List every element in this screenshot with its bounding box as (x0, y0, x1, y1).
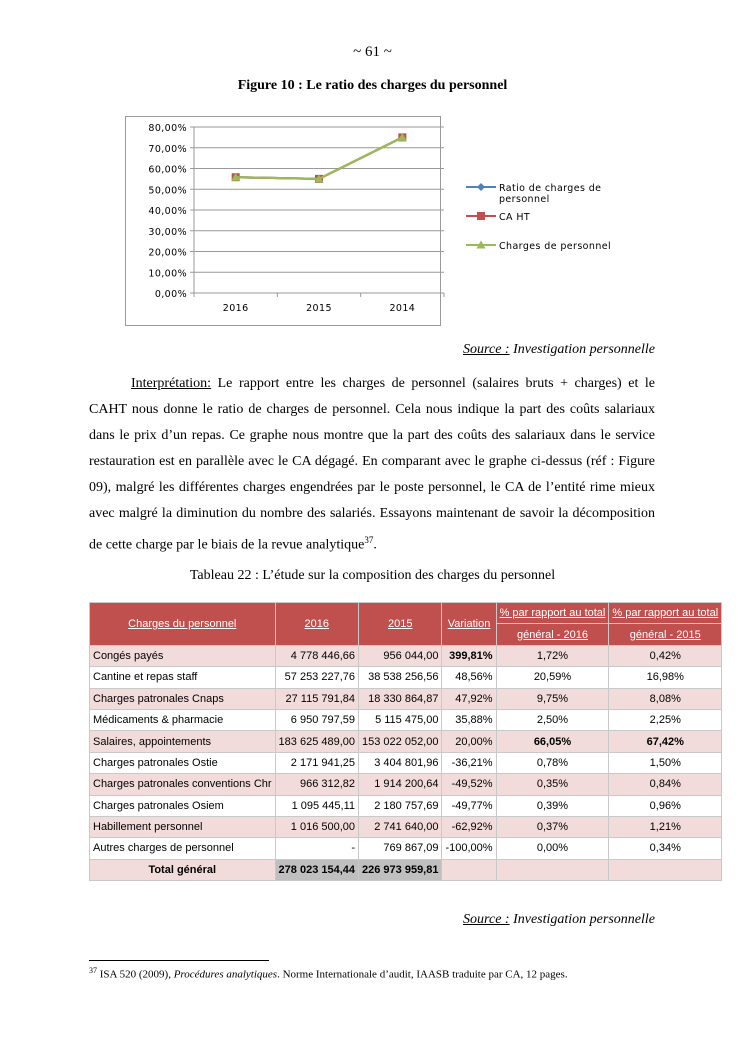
header-2015: 2015 (359, 603, 442, 646)
header-variation-text: Variation (447, 617, 491, 630)
table-row (90, 667, 722, 688)
legend-marker (477, 183, 485, 191)
row-2015: 18 330 864,87 (359, 688, 442, 709)
row-pct-2015: 1,50% (609, 752, 722, 773)
footnote-rule (89, 960, 269, 961)
row-pct-2015: 1,21% (609, 816, 722, 837)
y-tick-label: 80,00% (148, 123, 187, 134)
footnote (89, 966, 689, 981)
row-2016: 6 950 797,59 (275, 709, 358, 730)
paragraph-end: . (373, 537, 377, 553)
row-pct-2016: 66,05% (496, 731, 609, 752)
row-2015: 2 180 757,69 (359, 795, 442, 816)
row-2016: 183 625 489,00 (275, 731, 358, 752)
legend-label: personnel (499, 194, 550, 205)
row-variation: -100,00% (442, 838, 496, 859)
source-label: Source : (463, 912, 510, 927)
row-pct-2015: 67,42% (609, 731, 722, 752)
row-variation: 399,81% (442, 645, 496, 666)
row-pct-2015: 0,34% (609, 838, 722, 859)
series-line (236, 137, 403, 179)
row-label: Charges patronales Cnaps (90, 688, 276, 709)
y-tick-label: 60,00% (148, 164, 187, 176)
row-pct-2016: 2,50% (496, 709, 609, 730)
footnote-number: 37 (89, 966, 97, 975)
table-row (90, 688, 722, 709)
header-variation (442, 603, 496, 646)
x-tick-label: 2014 (389, 303, 416, 314)
interpretation-paragraph (89, 371, 655, 559)
figure-title: Figure 10 : Le ratio des charges du personnel (237, 78, 508, 93)
y-tick-label: 30,00% (148, 226, 187, 238)
header-2016: 2016 (275, 603, 358, 646)
interpretation-label: Interprétation: (131, 376, 212, 391)
chart-svg (126, 117, 612, 325)
row-variation: -62,92% (442, 816, 496, 837)
row-2016: 966 312,82 (275, 774, 358, 795)
y-tick-label: 10,00% (148, 268, 187, 280)
row-pct-2016: 0,00% (496, 838, 609, 859)
source-text: Investigation personnelle (509, 912, 655, 927)
legend-label: Ratio de charges de (499, 183, 602, 194)
row-pct-2016: 20,59% (496, 667, 609, 688)
y-tick-label: 20,00% (148, 247, 187, 259)
row-2016: 1 095 445,11 (275, 795, 358, 816)
figure-source (463, 342, 655, 358)
row-pct-2016: 9,75% (496, 688, 609, 709)
row-variation: -49,77% (442, 795, 496, 816)
row-pct-2016: 0,39% (496, 795, 609, 816)
personnel-charges-table (89, 602, 722, 881)
row-2016: 27 115 791,84 (275, 688, 358, 709)
row-pct-2015: 0,84% (609, 774, 722, 795)
row-2015: 956 044,00 (359, 645, 442, 666)
table-title: Tableau 22 : L’étude sur la composition des charges du personnel (189, 568, 556, 583)
row-2016: 57 253 227,76 (275, 667, 358, 688)
source-label: Source : (463, 342, 510, 357)
row-label: Cantine et repas staff (90, 667, 276, 688)
row-2015: 769 867,09 (359, 838, 442, 859)
header-pct-top-2015: % par rapport au total (609, 603, 722, 624)
row-label: Médicaments & pharmacie (90, 709, 276, 730)
table-row (90, 731, 722, 752)
row-pct-2015: 2,25% (609, 709, 722, 730)
row-2015: 153 022 052,00 (359, 731, 442, 752)
row-label: Charges patronales Osiem (90, 795, 276, 816)
series-line (236, 137, 403, 179)
row-variation: 20,00% (442, 731, 496, 752)
total-row (90, 859, 722, 880)
row-pct-2016: 0,37% (496, 816, 609, 837)
total-2015: 226 973 959,81 (359, 859, 442, 880)
table-row (90, 838, 722, 859)
x-tick-label: 2016 (222, 303, 249, 314)
row-pct-2015: 16,98% (609, 667, 722, 688)
header-pct-top-2016: % par rapport au total (496, 603, 609, 624)
table-row (90, 752, 722, 773)
table-row (90, 816, 722, 837)
row-2015: 38 538 256,56 (359, 667, 442, 688)
y-tick-label: 40,00% (148, 206, 187, 217)
row-2016: - (275, 838, 358, 859)
table-source (463, 912, 655, 928)
footnote-text-pre: ISA 520 (2009), (97, 968, 174, 981)
y-tick-label: 70,00% (148, 143, 187, 155)
table-row (90, 709, 722, 730)
row-2015: 1 914 200,64 (359, 774, 442, 795)
header-label: Charges du personnel (90, 603, 276, 646)
table-row (90, 645, 722, 666)
footnote-text-italic: Procédures analytiques (173, 968, 278, 981)
row-pct-2015: 8,08% (609, 688, 722, 709)
row-2016: 4 778 446,66 (275, 645, 358, 666)
x-tick-label: 2015 (306, 303, 332, 314)
row-pct-2016: 1,72% (496, 645, 609, 666)
legend-marker (477, 212, 485, 220)
row-label: Habillement personnel (90, 816, 276, 837)
row-2015: 2 741 640,00 (359, 816, 442, 837)
row-pct-2016: 0,35% (496, 774, 609, 795)
table-row (90, 795, 722, 816)
row-2016: 1 016 500,00 (275, 816, 358, 837)
row-label: Charges patronales Ostie (90, 752, 276, 773)
row-variation: -49,52% (442, 774, 496, 795)
row-variation: 35,88% (442, 709, 496, 730)
y-tick-label: 50,00% (148, 185, 187, 197)
row-pct-2015: 0,42% (609, 645, 722, 666)
interpretation-text: Le rapport entre les charges de personnel (salaires bruts + charges) et le CAHT nous donne le ratio de charges de personnel. Cela nous indique la part des coûts salariaux dans le prix d’un repas. Ce graphe nous montre que la part des coûts des salariaux dans le service restauration est en parallèle avec le CA dégagé. En comparant avec le graphe ci-dessus (réf : Figure 09), malgré les différentes charges engendrées par le poste personnel, le CA de l’entité rime mieux avec malgré la diminution du nombre des salariés. Essayons maintenant de savoir la décomposition de cette charge par le biais de la revue analytique (89, 376, 655, 553)
header-pct-2016: général - 2016 (496, 624, 609, 645)
total-empty (442, 859, 496, 880)
row-pct-2015: 0,96% (609, 795, 722, 816)
source-text: Investigation personnelle (509, 342, 655, 357)
row-variation: -36,21% (442, 752, 496, 773)
footnote-text-post: . Norme Internationale d’audit, IAASB traduite par CA, 12 pages. (277, 968, 568, 981)
row-pct-2016: 0,78% (496, 752, 609, 773)
footnote-ref[interactable]: 37 (364, 535, 374, 545)
row-label: Autres charges de personnel (90, 838, 276, 859)
row-2015: 3 404 801,96 (359, 752, 442, 773)
row-label: Charges patronales conventions Chr (90, 774, 276, 795)
page-number: ~ 61 ~ (353, 44, 392, 60)
row-variation: 47,92% (442, 688, 496, 709)
row-label: Congés payés (90, 645, 276, 666)
line-chart (125, 116, 612, 326)
legend-label: Charges de personnel (499, 241, 612, 252)
row-variation: 48,56% (442, 667, 496, 688)
y-tick-label: 0,00% (154, 289, 187, 300)
series-line (236, 137, 403, 179)
total-empty (609, 859, 722, 880)
row-label: Salaires, appointements (90, 731, 276, 752)
legend-label: CA HT (499, 212, 531, 223)
row-2015: 5 115 475,00 (359, 709, 442, 730)
row-2016: 2 171 941,25 (275, 752, 358, 773)
total-empty (496, 859, 609, 880)
table-row (90, 774, 722, 795)
total-2016: 278 023 154,44 (275, 859, 358, 880)
header-pct-2015: général - 2015 (609, 624, 722, 645)
total-label: Total général (90, 859, 276, 880)
